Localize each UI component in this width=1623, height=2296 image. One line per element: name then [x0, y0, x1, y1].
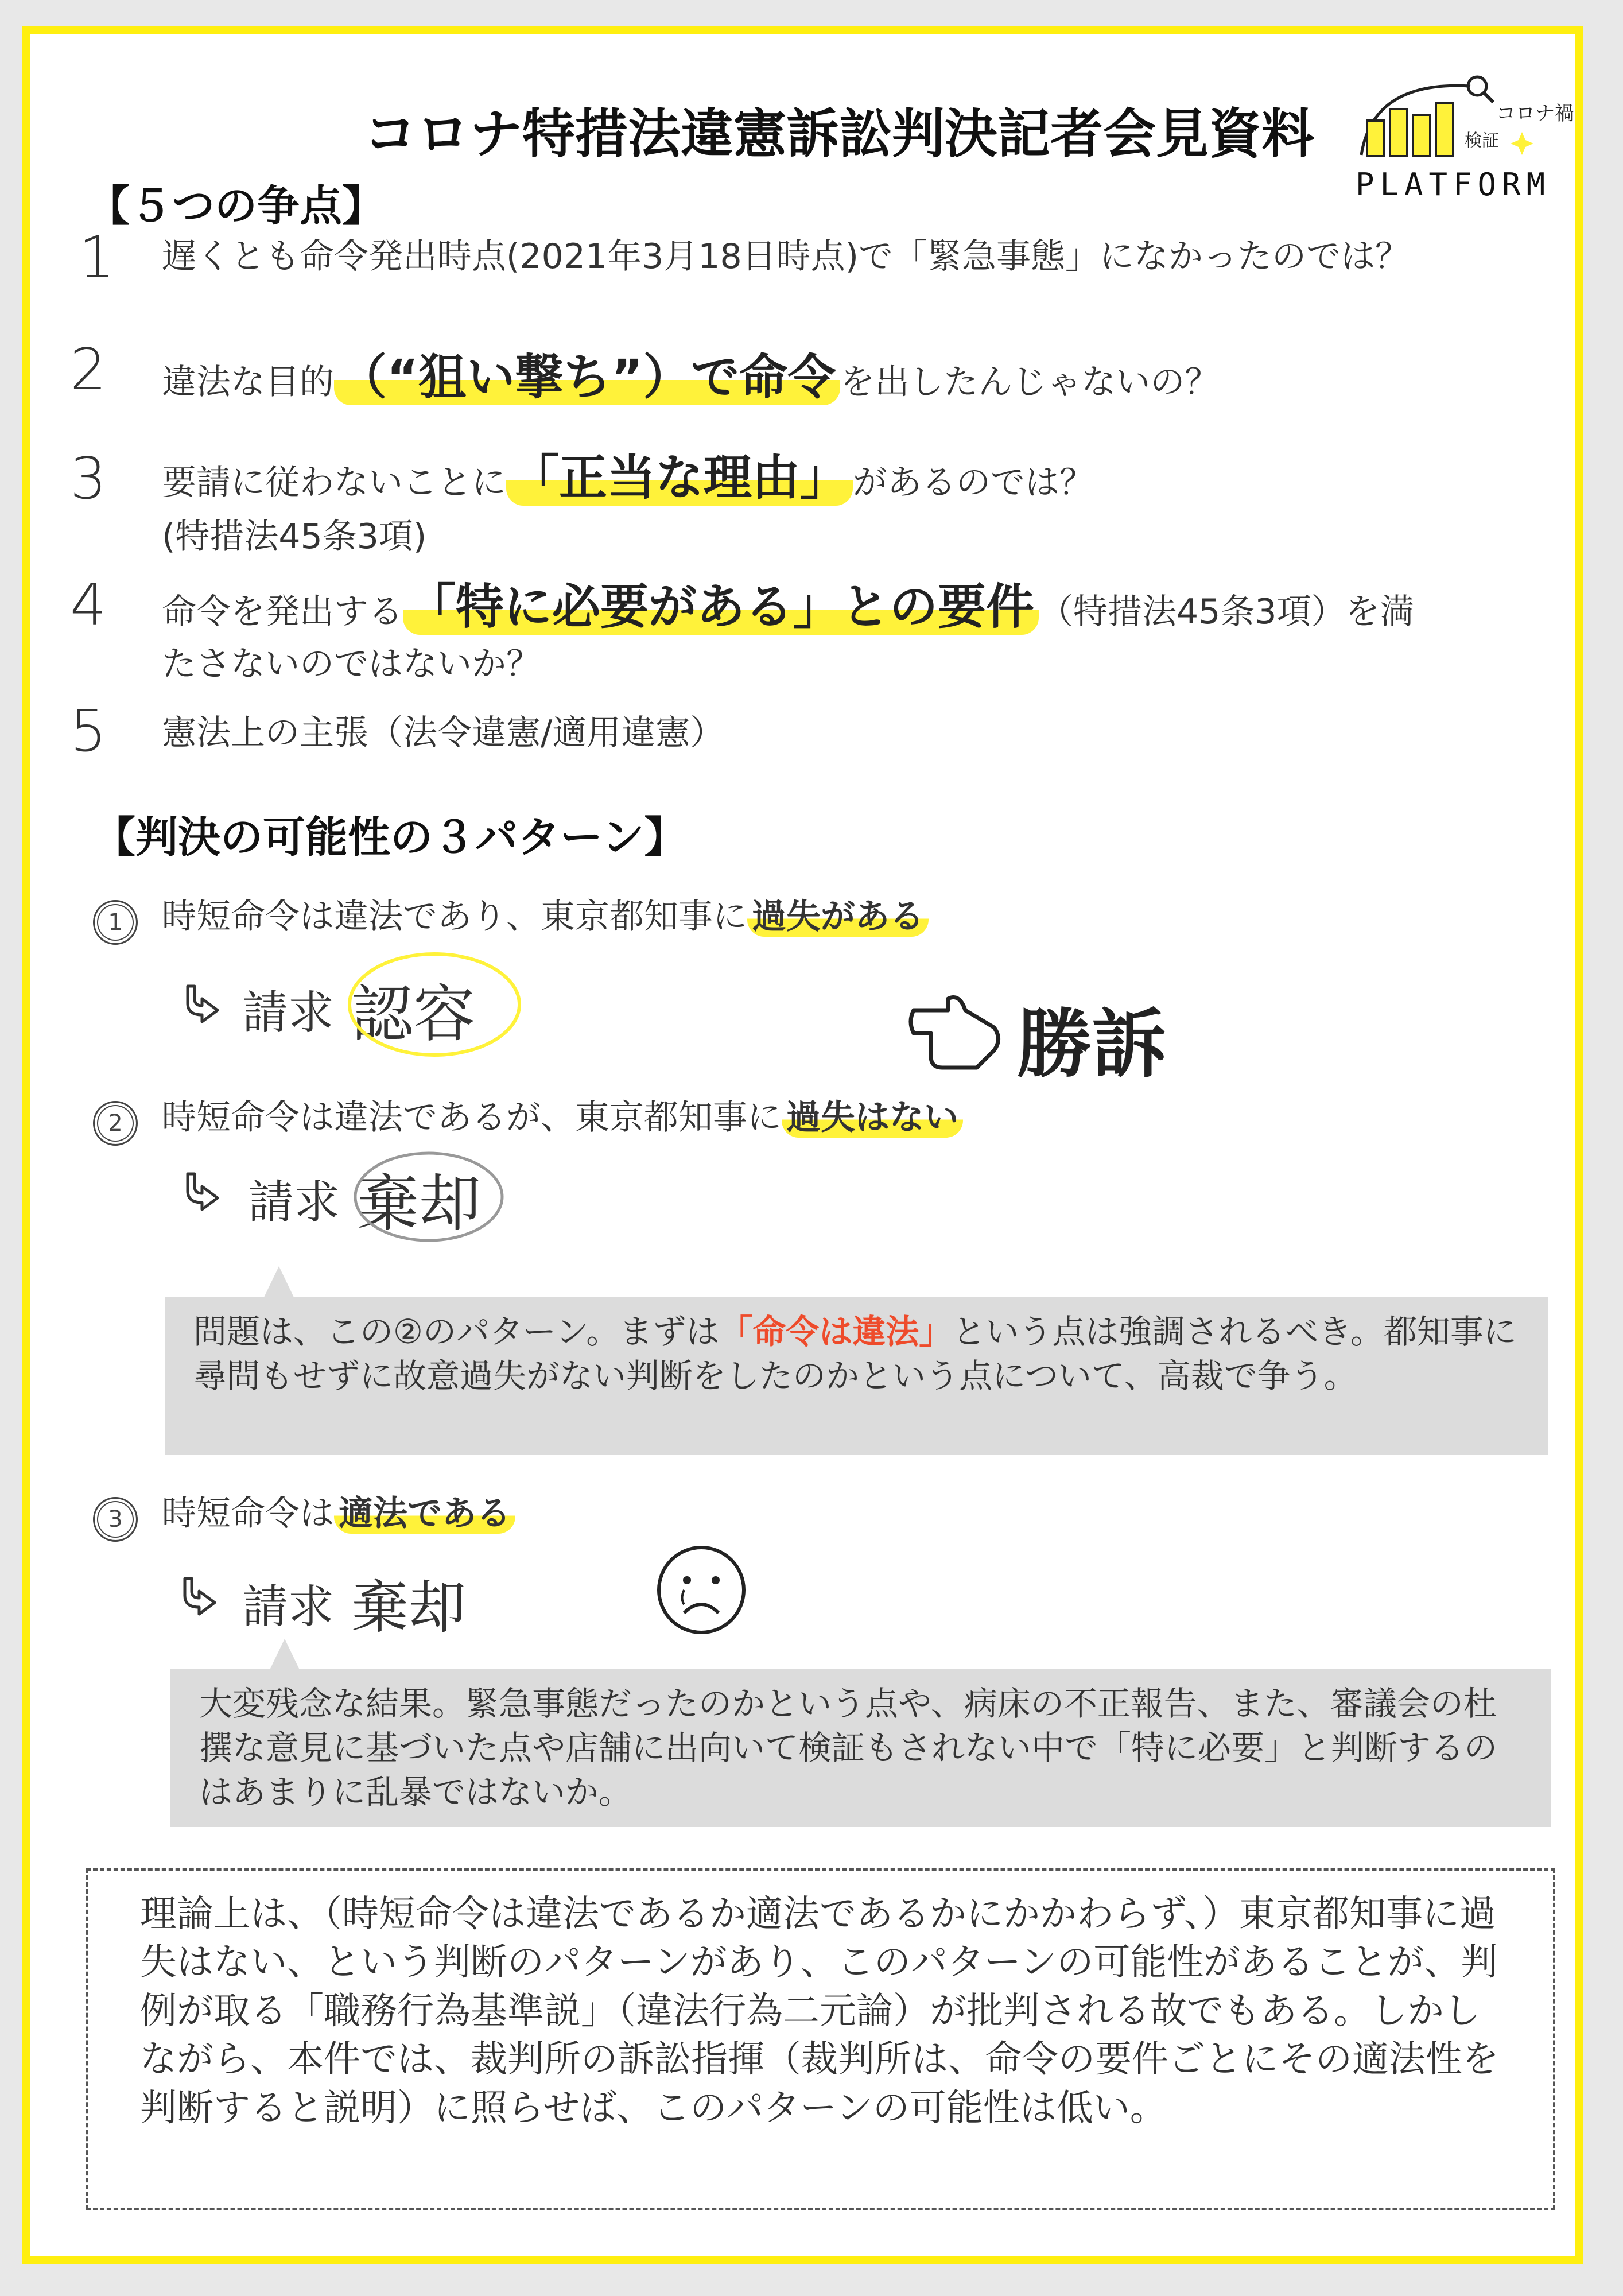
theory-note: 理論上は、（時短命令は違法であるか適法であるかにかかわらず、）東京都知事に過失はない、という判断のパターンがあり、このパターンの可能性があることが、判例が取る「職務行為基準説」（違法行為二元論）が批判される故でもある。しかしながら、本件では、裁判所の訴訟指揮（裁判所は、命令の要件ごとにその適法性を判断すると説明）に照らせば、このパターンの可能性は低い。	[86, 1868, 1555, 2210]
issue-4-highlight: 「特に必要がある」との要件	[403, 579, 1039, 635]
issue-2-highlight: （“狙い撃ち”）で命令	[334, 349, 840, 405]
issue-3-pre: 要請に従わないことに	[162, 463, 506, 503]
pattern-number-3: 3	[93, 1497, 138, 1542]
logo-platform-text: PLATFORM	[1356, 166, 1551, 203]
issue-4-text	[162, 577, 1568, 637]
note-pointer	[270, 1639, 300, 1670]
pattern-2-note-red: 「命令は違法」	[719, 1312, 953, 1351]
issue-4-pre: 命令を発出する	[162, 592, 403, 632]
issue-2-pre: 違法な目的	[162, 362, 334, 402]
pattern-2-claim-result: 棄却	[357, 1168, 482, 1240]
pattern-1-pre: 時短命令は違法であり、東京都知事に	[162, 897, 747, 937]
patterns-heading: 【判決の可能性の３パターン】	[93, 813, 687, 862]
pattern-3-claim-result: 棄却	[351, 1574, 466, 1641]
pattern-2-claim-label: 請求	[248, 1176, 340, 1229]
pattern-3-pre: 時短命令は	[162, 1494, 334, 1534]
circle-mark-icon	[351, 1148, 506, 1246]
logo	[1350, 69, 1579, 218]
pattern-3-claim-label: 請求	[242, 1580, 334, 1634]
issue-2-post: を出したんじゃないの？	[840, 362, 1220, 402]
pattern-number-2: 2	[93, 1101, 138, 1146]
issue-2-text	[162, 347, 1539, 408]
pattern-1-highlight: 過失がある	[747, 897, 929, 937]
pattern-3-highlight: 適法である	[334, 1494, 515, 1534]
issue-number-3: 3	[70, 445, 107, 512]
issues-heading: 【５つの争点】	[87, 181, 385, 231]
magnifier-icon	[1468, 77, 1493, 102]
issue-3-line2: (特措法45条3項)	[162, 517, 427, 557]
issue-number-5: 5	[70, 697, 107, 765]
pattern-3-text	[162, 1492, 1023, 1535]
issue-3-post: があるのでは？	[853, 463, 1094, 503]
issue-5-text: 憲法上の主張（法令違憲/適用違憲）	[162, 713, 725, 753]
pattern-1-claim-label: 請求	[242, 986, 334, 1040]
issue-number-2: 2	[70, 336, 107, 403]
pattern-2-highlight: 過失はない	[782, 1097, 963, 1138]
document-page	[22, 26, 1583, 2264]
circle-mark-icon	[345, 947, 523, 1062]
arrow-hook-icon	[176, 1168, 222, 1214]
note-pointer	[264, 1266, 294, 1297]
issue-1-text: 遅くとも命令発出時点(2021年3月18日時点)で「緊急事態」になかったのでは？	[162, 236, 1410, 277]
pattern-number-1: 1	[93, 900, 138, 945]
sad-face-icon	[653, 1541, 750, 1639]
arrow-hook-icon	[176, 980, 222, 1026]
pattern-3-note: 大変残念な結果。緊急事態だったのかという点や、病床の不正報告、また、審議会の杜撰な意見に基づいた点や店舗に出向いて検証もされない中で「特に必要」と判断するのはあまりに乱暴ではないか。	[170, 1669, 1551, 1827]
pattern-1-text	[162, 895, 1310, 938]
pattern-2-note-pre: 問題は、この②のパターン。まずは	[193, 1312, 720, 1351]
logo-sub-text: 検証	[1465, 131, 1499, 151]
logo-top-text: コロナ禍	[1496, 102, 1574, 125]
win-text: 勝訴	[1017, 1000, 1167, 1088]
pointing-hand-icon	[908, 987, 1005, 1079]
issue-number-1: 1	[79, 224, 115, 291]
pattern-2-text	[162, 1096, 1367, 1139]
issue-3-highlight: 「正当な理由」	[506, 449, 853, 506]
pattern-2-note	[165, 1297, 1548, 1455]
pattern-2-note-post: という点は強調されるべき。都知事に尋問もせずに故意過失がない判断をしたのかという点について、高裁で争う。	[193, 1312, 1517, 1396]
page-title: コロナ特措法違憲訴訟判決記者会見資料	[363, 103, 1314, 165]
issue-number-4: 4	[70, 571, 107, 638]
issue-4-line2: たさないのではないか？	[162, 644, 541, 684]
issue-4-post: （特措法45条3項）を満	[1039, 592, 1415, 632]
pattern-2-pre: 時短命令は違法であるが、東京都知事に	[162, 1097, 782, 1138]
sparkle-icon	[1511, 132, 1533, 155]
issue-3-text	[162, 448, 1539, 508]
pattern-1-claim-result: 認容	[351, 979, 476, 1050]
arrow-hook-icon	[173, 1573, 219, 1619]
